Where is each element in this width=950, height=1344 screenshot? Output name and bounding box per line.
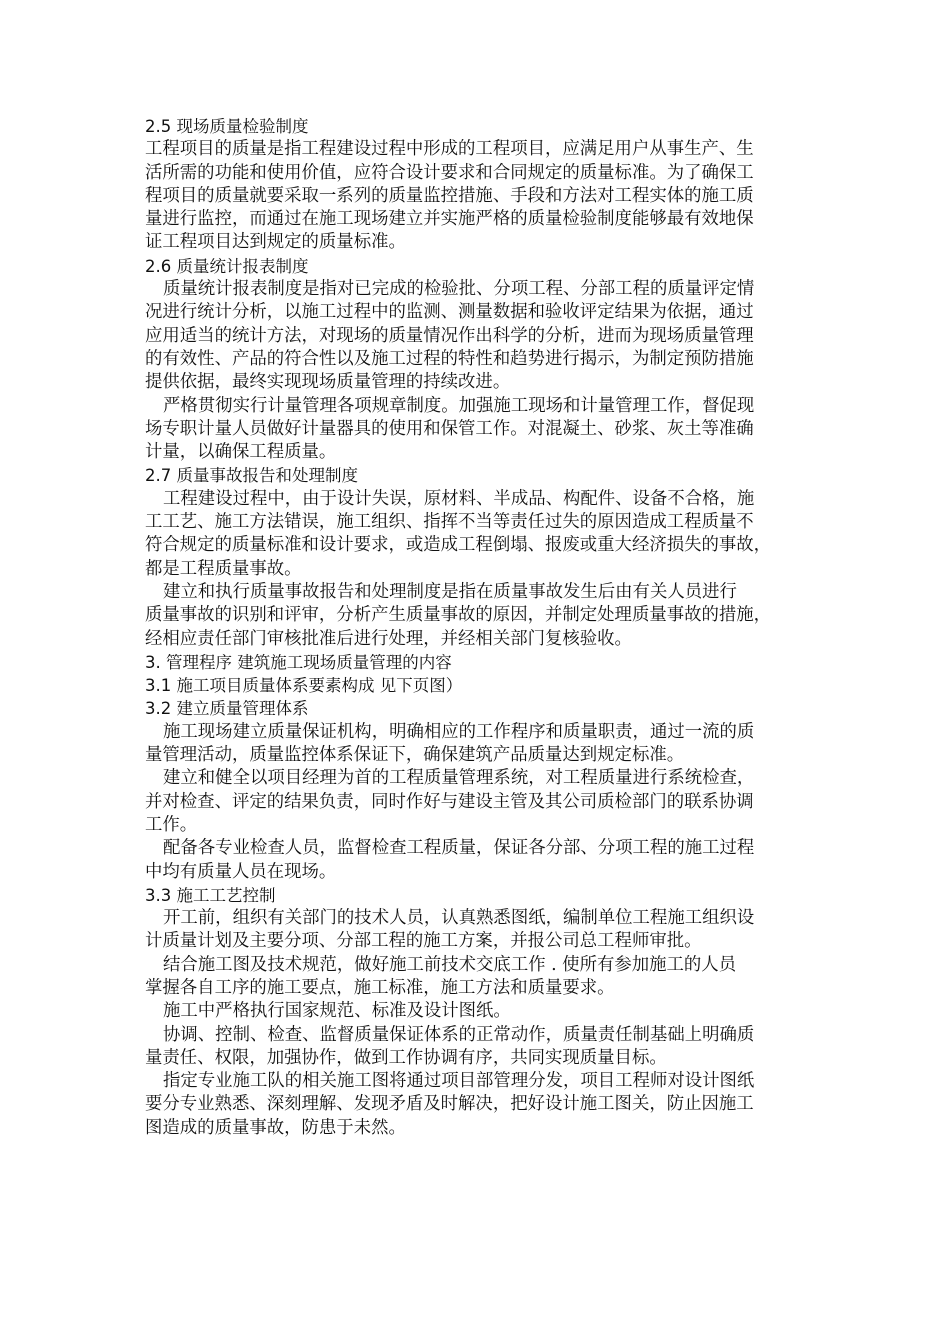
paragraph-line: 施工现场建立质量保证机构，明确相应的工作程序和质量职责，通过一流的质 — [163, 721, 755, 742]
section-heading: 2.5 现场质量检验制度 — [145, 117, 309, 136]
section-heading: 3.1 施工项目质量体系要素构成 见下页图） — [145, 676, 463, 696]
section-heading: 2.6 质量统计报表制度 — [145, 256, 309, 276]
paragraph-line: 量管理活动，质量监控体系保证下，确保建筑产品质量达到规定标准。 — [145, 745, 685, 766]
paragraph-line: 协调、控制、检查、监督质量保证体系的正常动作，质量责任制基础上明确质 — [163, 1024, 755, 1045]
paragraph-line: 掌握各自工序的施工要点，施工标准，施工方法和质量要求。 — [145, 977, 615, 998]
paragraph-line: 应用适当的统计方法，对现场的质量情况作出科学的分析，进而为现场质量管理 — [145, 325, 754, 346]
section-heading: 3.3 施工工艺控制 — [145, 885, 276, 905]
paragraph-line: 计量，以确保工程质量。 — [145, 442, 337, 463]
paragraph-line: 工作。 — [145, 814, 198, 835]
paragraph-line: 建立和健全以项目经理为首的工程质量管理系统，对工程质量进行系统检查， — [163, 768, 755, 789]
paragraph-line: 建立和执行质量事故报告和处理制度是指在质量事故发生后由有关人员进行 — [163, 581, 737, 602]
paragraph-line: 量进行监控，而通过在施工现场建立并实施严格的质量检验制度能够最有效地保 — [145, 209, 754, 230]
paragraph-line: 都是工程质量事故。 — [145, 558, 302, 579]
paragraph-line: 图造成的质量事故，防患于未然。 — [145, 1117, 406, 1138]
section-heading: 3. 管理程序 建筑施工现场质量管理的内容 — [145, 652, 452, 672]
paragraph-line: 质量事故的识别和评审，分析产生质量事故的原因，并制定处理质量事故的措施， — [145, 605, 772, 626]
paragraph-line: 质量统计报表制度是指对已完成的检验批、分项工程、分部工程的质量评定情 — [163, 279, 755, 300]
paragraph-line: 并对检查、评定的结果负责，同时作好与建设主管及其公司质检部门的联系协调 — [145, 791, 754, 812]
paragraph-line: 计质量计划及主要分项、分部工程的施工方案，并报公司总工程师审批。 — [145, 931, 702, 952]
paragraph-line: 严格贯彻实行计量管理各项规章制度。加强施工现场和计量管理工作，督促现 — [163, 395, 755, 416]
paragraph-line: 要分专业熟悉、深刻理解、发现矛盾及时解决，把好设计施工图关，防止因施工 — [145, 1094, 754, 1115]
paragraph-line: 符合规定的质量标准和设计要求，或造成工程倒塌、报废或重大经济损失的事故， — [145, 535, 772, 556]
paragraph-line: 中均有质量人员在现场。 — [145, 861, 337, 882]
paragraph-line: 配备各专业检查人员，监督检查工程质量，保证各分部、分项工程的施工过程 — [163, 838, 755, 859]
paragraph-line: 程项目的质量就要采取一系列的质量监控措施、手段和方法对工程实体的施工质 — [145, 185, 754, 206]
paragraph-line: 开工前，组织有关部门的技术人员，认真熟悉图纸，编制单位工程施工组织设 — [163, 908, 755, 929]
paragraph-line: 量责任、权限，加强协作，做到工作协调有序，共同实现质量目标。 — [145, 1047, 667, 1068]
paragraph-line: 的有效性、产品的符合性以及施工过程的特性和趋势进行揭示，为制定预防措施 — [145, 348, 754, 369]
paragraph-line: 指定专业施工队的相关施工图将通过项目部管理分发，项目工程师对设计图纸 — [163, 1071, 755, 1092]
paragraph-line: 施工中严格执行国家规范、标准及设计图纸。 — [163, 1001, 511, 1022]
paragraph-line: 工程项目的质量是指工程建设过程中形成的工程项目，应满足用户从事生产、生 — [145, 139, 754, 160]
paragraph-line: 工工艺、施工方法错误，施工组织、指挥不当等责任过失的原因造成工程质量不 — [145, 512, 754, 533]
paragraph-line: 工程建设过程中，由于设计失误，原材料、半成品、构配件、设备不合格，施 — [163, 488, 755, 509]
document-page — [145, 115, 815, 1140]
paragraph-line: 经相应责任部门审核批准后进行处理，并经相关部门复核验收。 — [145, 628, 632, 649]
paragraph-line: 提供依据，最终实现现场质量管理的持续改进。 — [145, 372, 511, 393]
paragraph-line: 证工程项目达到规定的质量标准。 — [145, 232, 406, 253]
paragraph-line: 活所需的功能和使用价值，应符合设计要求和合同规定的质量标准。为了确保工 — [145, 162, 754, 183]
section-heading: 3.2 建立质量管理体系 — [145, 699, 309, 719]
paragraph-line: 场专职计量人员做好计量器具的使用和保管工作。对混凝土、砂浆、灰土等准确 — [145, 418, 754, 439]
section-heading: 2.7 质量事故报告和处理制度 — [145, 466, 358, 486]
paragraph-line: 结合施工图及技术规范，做好施工前技术交底工作 . 使所有参加施工的人员 — [163, 954, 737, 975]
paragraph-line: 况进行统计分析，以施工过程中的监测、测量数据和验收评定结果为依据，通过 — [145, 302, 754, 323]
